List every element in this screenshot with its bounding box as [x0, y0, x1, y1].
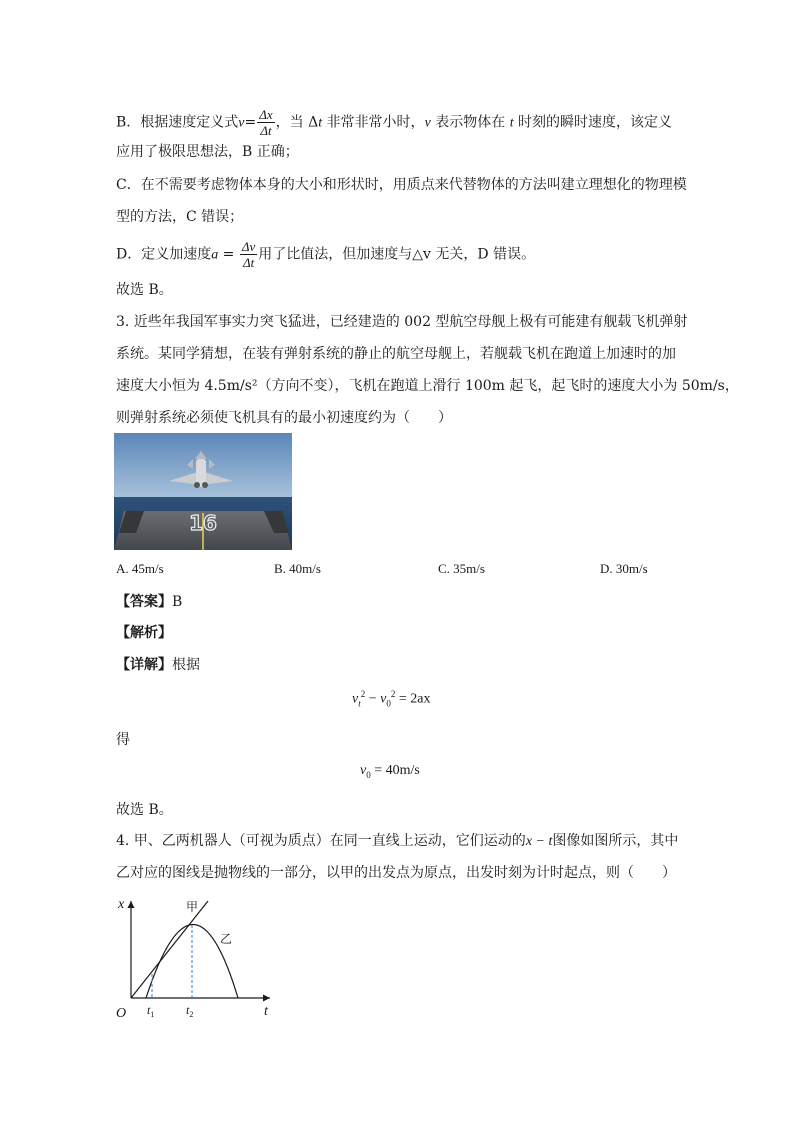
- q3-option-b[interactable]: B. 40m/s: [274, 561, 321, 576]
- conclusion-q3: 故选 B。: [116, 802, 173, 818]
- equation-kinematics: $v_t^2 - v_0^2 = 2ax$: [352, 689, 431, 709]
- q4-line1: 4. 甲、乙两机器人（可视为质点）在同一直线上运动，它们运动的x − t图像如图所示，其中: [116, 833, 679, 849]
- line-jia: [131, 901, 208, 998]
- origin-label: O: [116, 1006, 127, 1021]
- t2-label: $t_2$: [186, 1003, 194, 1019]
- option-b-explanation: B．根据速度定义式v= $\frac{\Delta x}{\Delta t}$ ，当 Δt 非常非常小时，v 表示物体在 t 时刻的瞬时速度，该定义: [116, 107, 673, 138]
- option-b-explanation-cont: 应用了极限思想法，B 正确；: [116, 144, 299, 160]
- q3-detail: 【详解】根据: [116, 657, 200, 673]
- xt-graph: [110, 893, 290, 1028]
- q3-option-d[interactable]: D. 30m/s: [600, 561, 648, 576]
- yi-label: 乙: [220, 932, 233, 946]
- q3-line1: 3. 近些年我国军事实力突飞猛进，已经建造的 002 型航空母舰上极有可能建有舰载飞机弹射: [116, 314, 688, 330]
- option-c-explanation-line2: 型的方法，C 错误；: [116, 209, 244, 225]
- q4-line2: 乙对应的图线是抛物线的一部分，以甲的出发点为原点，出发时刻为计时起点，则（ ）: [116, 865, 676, 881]
- q3-line4: 则弹射系统必须使飞机具有的最小初速度约为（ ）: [116, 410, 452, 426]
- q3-analysis-label: 【解析】: [116, 625, 172, 641]
- acceleration-fraction: $\frac{\Delta v}{\Delta t}$: [241, 239, 256, 270]
- q3-answer: 【答案】B: [116, 594, 183, 610]
- equation-result: $v_0 = 40m/s$: [360, 763, 420, 780]
- q3-option-a[interactable]: A. 45m/s: [116, 561, 164, 576]
- q3-line2: 系统。某同学猜想，在装有弹射系统的静止的航空母舰上，若舰载飞机在跑道上加速时的加: [116, 346, 676, 362]
- option-d-explanation: D．定义加速度a = $\frac{\Delta v}{\Delta t}$ 用了比值法，但加速度与△v 无关，D 错误。: [116, 239, 536, 270]
- conclusion-q2: 故选 B。: [116, 282, 173, 298]
- y-axis-label: x: [118, 897, 125, 912]
- jia-label: 甲: [186, 900, 199, 914]
- option-c-explanation-line1: C．在不需要考虑物体本身的大小和形状时，用质点来代替物体的方法叫建立理想化的物理模: [116, 177, 687, 193]
- q3-line3: 速度大小恒为 4.5m/s²（方向不变），飞机在跑道上滑行 100m 起飞，起飞时的速度大小为 50m/s，: [116, 378, 739, 394]
- x-axis-label: t: [264, 1004, 268, 1019]
- deck-number: 16: [189, 511, 217, 535]
- q3-option-c[interactable]: C. 35m/s: [438, 561, 485, 576]
- carrier-jet-illustration: [114, 433, 292, 550]
- t1-label: $t_1$: [147, 1003, 155, 1019]
- velocity-fraction: $\frac{\Delta x}{\Delta t}$: [259, 107, 273, 138]
- q3-de: 得: [116, 732, 130, 748]
- carrier-jet-photo: [114, 433, 292, 550]
